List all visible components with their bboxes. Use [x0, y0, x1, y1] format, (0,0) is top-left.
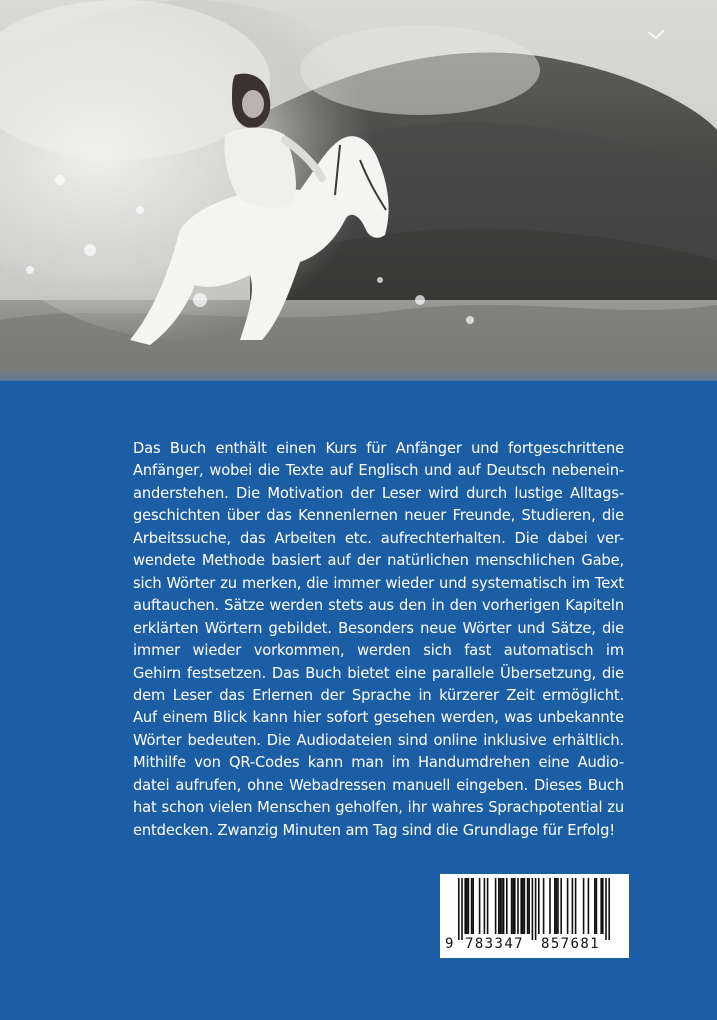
barcode-bar — [458, 878, 460, 940]
barcode-bar — [500, 878, 502, 934]
barcode-bar — [608, 878, 610, 940]
barcode-bar — [527, 878, 529, 934]
description-line: Gehirn festsetzen. Das Buch bietet eine parallele Übersetzung, die — [133, 664, 624, 682]
barcode-bar — [498, 878, 500, 934]
barcode-bar — [538, 878, 540, 934]
barcode-bar — [522, 878, 524, 934]
barcode-bar — [588, 878, 590, 934]
barcode-bar — [560, 878, 562, 934]
barcode-bar — [602, 878, 604, 934]
description-line: Arbeitssuche, das Arbeiten etc. aufrechterhalten. Die dabei ver- — [133, 529, 624, 547]
barcode-bar — [511, 878, 513, 934]
barcode-bar — [535, 878, 537, 940]
barcode-number — [440, 936, 629, 954]
description-line: Wörter bedeuten. Die Audiodateien sind online inklusive erhältlich. — [133, 731, 624, 749]
description-line: Anfänger, wobei die Texte auf Englisch und auf Deutsch nebenein- — [133, 462, 624, 480]
barcode-bar — [520, 878, 522, 934]
description-line: Mithilfe von QR-Codes kann man im Handumdrehen eine Audio- — [133, 754, 624, 772]
description-line: dem Leser das Erlernen der Sprache in kürzerer Zeit ermöglicht. — [133, 686, 624, 704]
barcode-bar — [479, 878, 481, 934]
barcode-bar — [532, 878, 534, 940]
barcode-bar — [506, 878, 508, 934]
isbn-barcode — [440, 874, 629, 958]
barcode-bar — [487, 878, 489, 934]
photo-bottom-edge — [0, 370, 717, 381]
barcode-bar — [567, 878, 569, 934]
barcode-bar — [583, 878, 585, 934]
barcode-bar — [605, 878, 607, 940]
barcode-bar — [594, 878, 596, 934]
barcode-bar — [512, 878, 514, 934]
barcode-bar — [464, 878, 466, 934]
barcode-bar — [495, 878, 497, 934]
barcode-bar — [472, 878, 474, 934]
barcode-first-digit: 9 — [445, 936, 454, 952]
barcode-bar — [484, 878, 486, 934]
barcode-bar — [572, 878, 574, 934]
barcode-bar — [554, 878, 556, 934]
description-line: anderstehen. Die Motivation der Leser wird durch lustige Alltags- — [133, 484, 624, 502]
barcode-bar — [524, 878, 526, 934]
horse-rider-ocean-photo — [0, 0, 717, 381]
barcode-bar — [501, 878, 503, 934]
barcode-bar — [461, 878, 463, 940]
barcode-bar — [468, 878, 470, 934]
barcode-bar — [557, 878, 559, 934]
description-line: Auf einem Blick kann hier sofort gesehen werden, was unbekannte — [133, 709, 624, 727]
description-line: entdecken. Zwanzig Minuten am Tag sind die Grundlage für Erfolg! — [133, 821, 615, 839]
barcode-right-group: 857681 — [541, 936, 600, 952]
barcode-bar — [549, 878, 551, 934]
barcode-bar — [514, 878, 516, 934]
book-description — [133, 438, 624, 842]
description-line: auftauchen. Sätze werden stets aus den in den vorherigen Kapiteln — [133, 597, 624, 615]
description-line: datei aufrufen, ohne Webadressen manuell eingeben. Dieses Buch — [133, 776, 624, 794]
barcode-bar — [600, 878, 602, 934]
description-line: erklärten Wörtern gebildet. Besonders neue Wörter und Sätze, die — [133, 619, 624, 637]
description-line: hat schon vielen Menschen geholfen, ihr wahres Sprachpotential zu — [133, 799, 624, 817]
barcode-bar — [556, 878, 558, 934]
barcode-bar — [503, 878, 505, 934]
barcode-bar — [466, 878, 468, 934]
barcode-bar — [528, 878, 530, 934]
description-line: wendete Methode basiert auf der natürlichen menschlichen Gabe, — [133, 552, 624, 570]
description-line: Das Buch enthält einen Kurs für Anfänger und fortgeschrittene — [133, 440, 624, 457]
barcode-left-group: 783347 — [465, 936, 524, 952]
cover-photo — [0, 0, 717, 381]
barcode-bar — [517, 878, 519, 934]
barcode-bar — [596, 878, 598, 934]
description-line: sich Wörter zu merken, die immer wieder und systematisch im Text — [133, 574, 624, 592]
description-line: immer wieder vorkommen, werden sich fast automatisch im — [133, 642, 624, 660]
barcode-bar — [471, 878, 473, 934]
barcode-bar — [575, 878, 577, 934]
barcode-bar — [543, 878, 545, 934]
description-line: geschichten über das Kennenlernen neuer Freunde, Studieren, die — [133, 507, 624, 525]
